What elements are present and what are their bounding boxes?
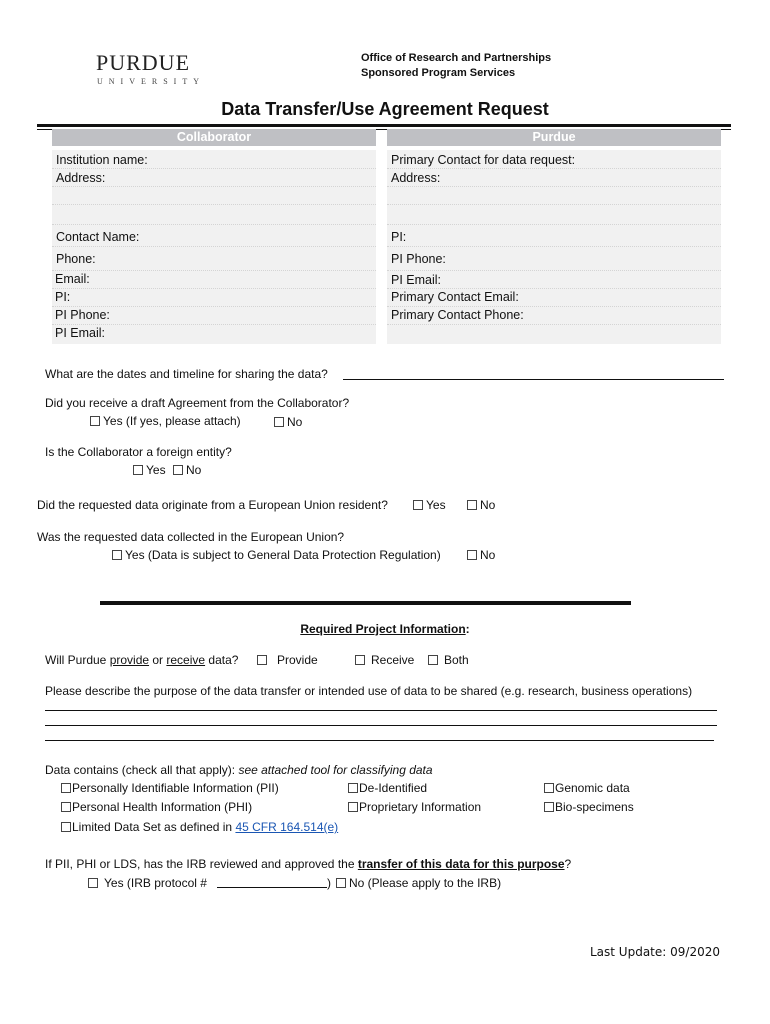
foreign-yes-label: Yes: [146, 463, 166, 477]
purdue-primary-contact-email-field[interactable]: Primary Contact Email:: [387, 289, 721, 307]
deidentified-option[interactable]: [348, 781, 427, 795]
purdue-primary-contact-phone-field[interactable]: Primary Contact Phone:: [387, 307, 721, 325]
eu-collected-no-label: No: [480, 548, 496, 562]
purdue-column: [387, 129, 721, 344]
provide-word: provide: [109, 653, 150, 667]
collab-institution-field[interactable]: Institution name:: [52, 151, 376, 169]
lds-label: Limited Data Set as defined in: [72, 820, 236, 834]
purdue-logo: PURDUE: [96, 50, 191, 75]
title-rule: [37, 124, 731, 127]
irb-q-pre: If PII, PHI or LDS, has the IRB reviewed and approved the: [45, 857, 358, 871]
eu-resident-question: Did the requested data originate from a European Union resident?: [37, 498, 388, 512]
foreign-no-checkbox[interactable]: [173, 465, 183, 475]
dates-answer-line[interactable]: [343, 379, 724, 380]
data-contains-label: [45, 763, 433, 777]
irb-no-label: No (Please apply to the IRB): [349, 876, 502, 890]
collaborator-column: [52, 129, 376, 344]
draft-no-option[interactable]: [274, 415, 302, 429]
collab-pi-email-field[interactable]: PI Email:: [55, 326, 106, 340]
project-info-heading: [0, 622, 770, 636]
provide-receive-question: [45, 653, 238, 667]
collab-address-field[interactable]: Address:: [52, 169, 376, 187]
office-name: Office of Research and Partnerships: [361, 52, 552, 64]
genomic-checkbox[interactable]: [544, 783, 554, 793]
irb-yes-checkbox[interactable]: [88, 878, 98, 888]
pii-option[interactable]: [61, 781, 279, 795]
purpose-answer-line-2[interactable]: [45, 725, 717, 726]
cfr-link[interactable]: 45 CFR 164.514(e): [235, 820, 339, 834]
proprietary-option[interactable]: [348, 800, 481, 814]
collaborator-heading: Collaborator: [52, 129, 376, 146]
eu-resident-no-checkbox[interactable]: [467, 500, 477, 510]
eu-collected-yes-option[interactable]: [112, 548, 441, 562]
phi-checkbox[interactable]: [61, 802, 71, 812]
project-info-heading-text: Required Project Information: [300, 622, 466, 636]
purdue-pi-field[interactable]: PI:: [387, 225, 721, 247]
dates-question: What are the dates and timeline for sharing the data?: [45, 367, 328, 381]
lds-option[interactable]: [61, 820, 338, 834]
eu-resident-yes-label: Yes: [426, 498, 446, 512]
eu-collected-no-checkbox[interactable]: [467, 550, 477, 560]
irb-no-option[interactable]: [336, 876, 501, 890]
proprietary-checkbox[interactable]: [348, 802, 358, 812]
purdue-logo-subtitle: UNIVERSITY: [97, 77, 205, 86]
both-checkbox[interactable]: [428, 655, 438, 665]
page-title: Data Transfer/Use Agreement Request: [221, 99, 549, 119]
pii-label: Personally Identifiable Information (PII): [72, 781, 279, 795]
biospecimens-checkbox[interactable]: [544, 802, 554, 812]
provide-q-post: data?: [205, 653, 239, 667]
foreign-no-option[interactable]: [173, 463, 201, 477]
deidentified-checkbox[interactable]: [348, 783, 358, 793]
provide-q-pre: Will Purdue: [45, 653, 110, 667]
purdue-address-line2[interactable]: [387, 187, 721, 205]
section-divider: [100, 601, 631, 605]
purdue-address-line3[interactable]: [387, 205, 721, 225]
provide-checkbox[interactable]: [257, 655, 267, 665]
provide-option[interactable]: [257, 653, 318, 667]
draft-agreement-question: Did you receive a draft Agreement from the Collaborator?: [45, 396, 350, 410]
purdue-address-field[interactable]: Address:: [387, 169, 721, 187]
collab-address-line2[interactable]: [52, 187, 376, 205]
phi-option[interactable]: [61, 800, 252, 814]
collab-pi-field[interactable]: PI:: [52, 289, 376, 307]
eu-collected-no-option[interactable]: [467, 548, 495, 562]
last-update: Last Update: 09/2020: [590, 945, 720, 959]
receive-checkbox[interactable]: [355, 655, 365, 665]
purdue-blank-row[interactable]: [387, 325, 721, 344]
foreign-yes-checkbox[interactable]: [133, 465, 143, 475]
collab-email-field[interactable]: Email:: [52, 271, 376, 289]
foreign-no-label: No: [186, 463, 202, 477]
collab-pi-phone-field[interactable]: PI Phone:: [52, 307, 376, 325]
biospecimens-label: Bio-specimens: [555, 800, 634, 814]
genomic-label: Genomic data: [555, 781, 630, 795]
irb-no-checkbox[interactable]: [336, 878, 346, 888]
irb-yes-label: Yes (IRB protocol #: [104, 876, 207, 890]
pii-checkbox[interactable]: [61, 783, 71, 793]
purdue-heading: Purdue: [387, 129, 721, 146]
both-option[interactable]: [428, 653, 469, 667]
proprietary-label: Proprietary Information: [359, 800, 482, 814]
eu-resident-no-label: No: [480, 498, 496, 512]
draft-no-checkbox[interactable]: [274, 417, 284, 427]
purdue-pi-email-field[interactable]: PI Email:: [387, 271, 721, 289]
draft-yes-option[interactable]: [90, 414, 241, 428]
draft-no-label: No: [287, 415, 303, 429]
collaborator-fields: [52, 150, 376, 344]
collab-phone-field[interactable]: Phone:: [52, 247, 376, 271]
data-contains-text: Data contains (check all that apply):: [45, 763, 239, 777]
lds-checkbox[interactable]: [61, 822, 71, 832]
irb-yes-close: ): [327, 876, 331, 890]
irb-yes-option[interactable]: [88, 876, 207, 890]
eu-resident-no-option[interactable]: [467, 498, 495, 512]
both-label: Both: [444, 653, 469, 667]
eu-collected-yes-label: Yes (Data is subject to General Data Protection Regulation): [125, 548, 441, 562]
draft-yes-checkbox[interactable]: [90, 416, 100, 426]
eu-collected-question: Was the requested data collected in the European Union?: [37, 530, 345, 544]
eu-resident-yes-checkbox[interactable]: [413, 500, 423, 510]
irb-question: [45, 857, 571, 871]
foreign-entity-question: Is the Collaborator a foreign entity?: [45, 445, 232, 459]
eu-resident-yes-option[interactable]: [413, 498, 446, 512]
receive-label: Receive: [371, 653, 415, 667]
collab-contact-name-field[interactable]: Contact Name:: [52, 225, 376, 247]
receive-option[interactable]: [355, 653, 414, 667]
genomic-option[interactable]: [544, 781, 630, 795]
eu-collected-yes-checkbox[interactable]: [112, 550, 122, 560]
provide-or: or: [149, 653, 167, 667]
deidentified-label: De-Identified: [359, 781, 428, 795]
phi-label: Personal Health Information (PHI): [72, 800, 253, 814]
irb-protocol-field[interactable]: [217, 887, 327, 888]
project-info-heading-colon: :: [465, 622, 470, 636]
draft-yes-label: Yes (If yes, please attach): [103, 414, 241, 428]
receive-word: receive: [166, 653, 206, 667]
provide-label: Provide: [277, 653, 318, 667]
purpose-question: Please describe the purpose of the data transfer or intended use of data to be shared (e.g. research, business operations): [45, 684, 693, 698]
purdue-fields: [387, 150, 721, 344]
data-contains-hint: see attached tool for classifying data: [238, 763, 433, 777]
collab-address-line3[interactable]: [52, 205, 376, 225]
purdue-pi-phone-field[interactable]: PI Phone:: [387, 247, 721, 271]
irb-q-post: ?: [564, 857, 572, 871]
purpose-answer-line-3[interactable]: [45, 740, 714, 741]
purdue-primary-contact-field[interactable]: Primary Contact for data request:: [387, 151, 721, 169]
biospecimens-option[interactable]: [544, 800, 634, 814]
office-division: Sponsored Program Services: [361, 67, 516, 79]
irb-q-bold: transfer of this data for this purpose: [357, 857, 565, 871]
purpose-answer-line-1[interactable]: [45, 710, 717, 711]
foreign-yes-option[interactable]: [133, 463, 166, 477]
